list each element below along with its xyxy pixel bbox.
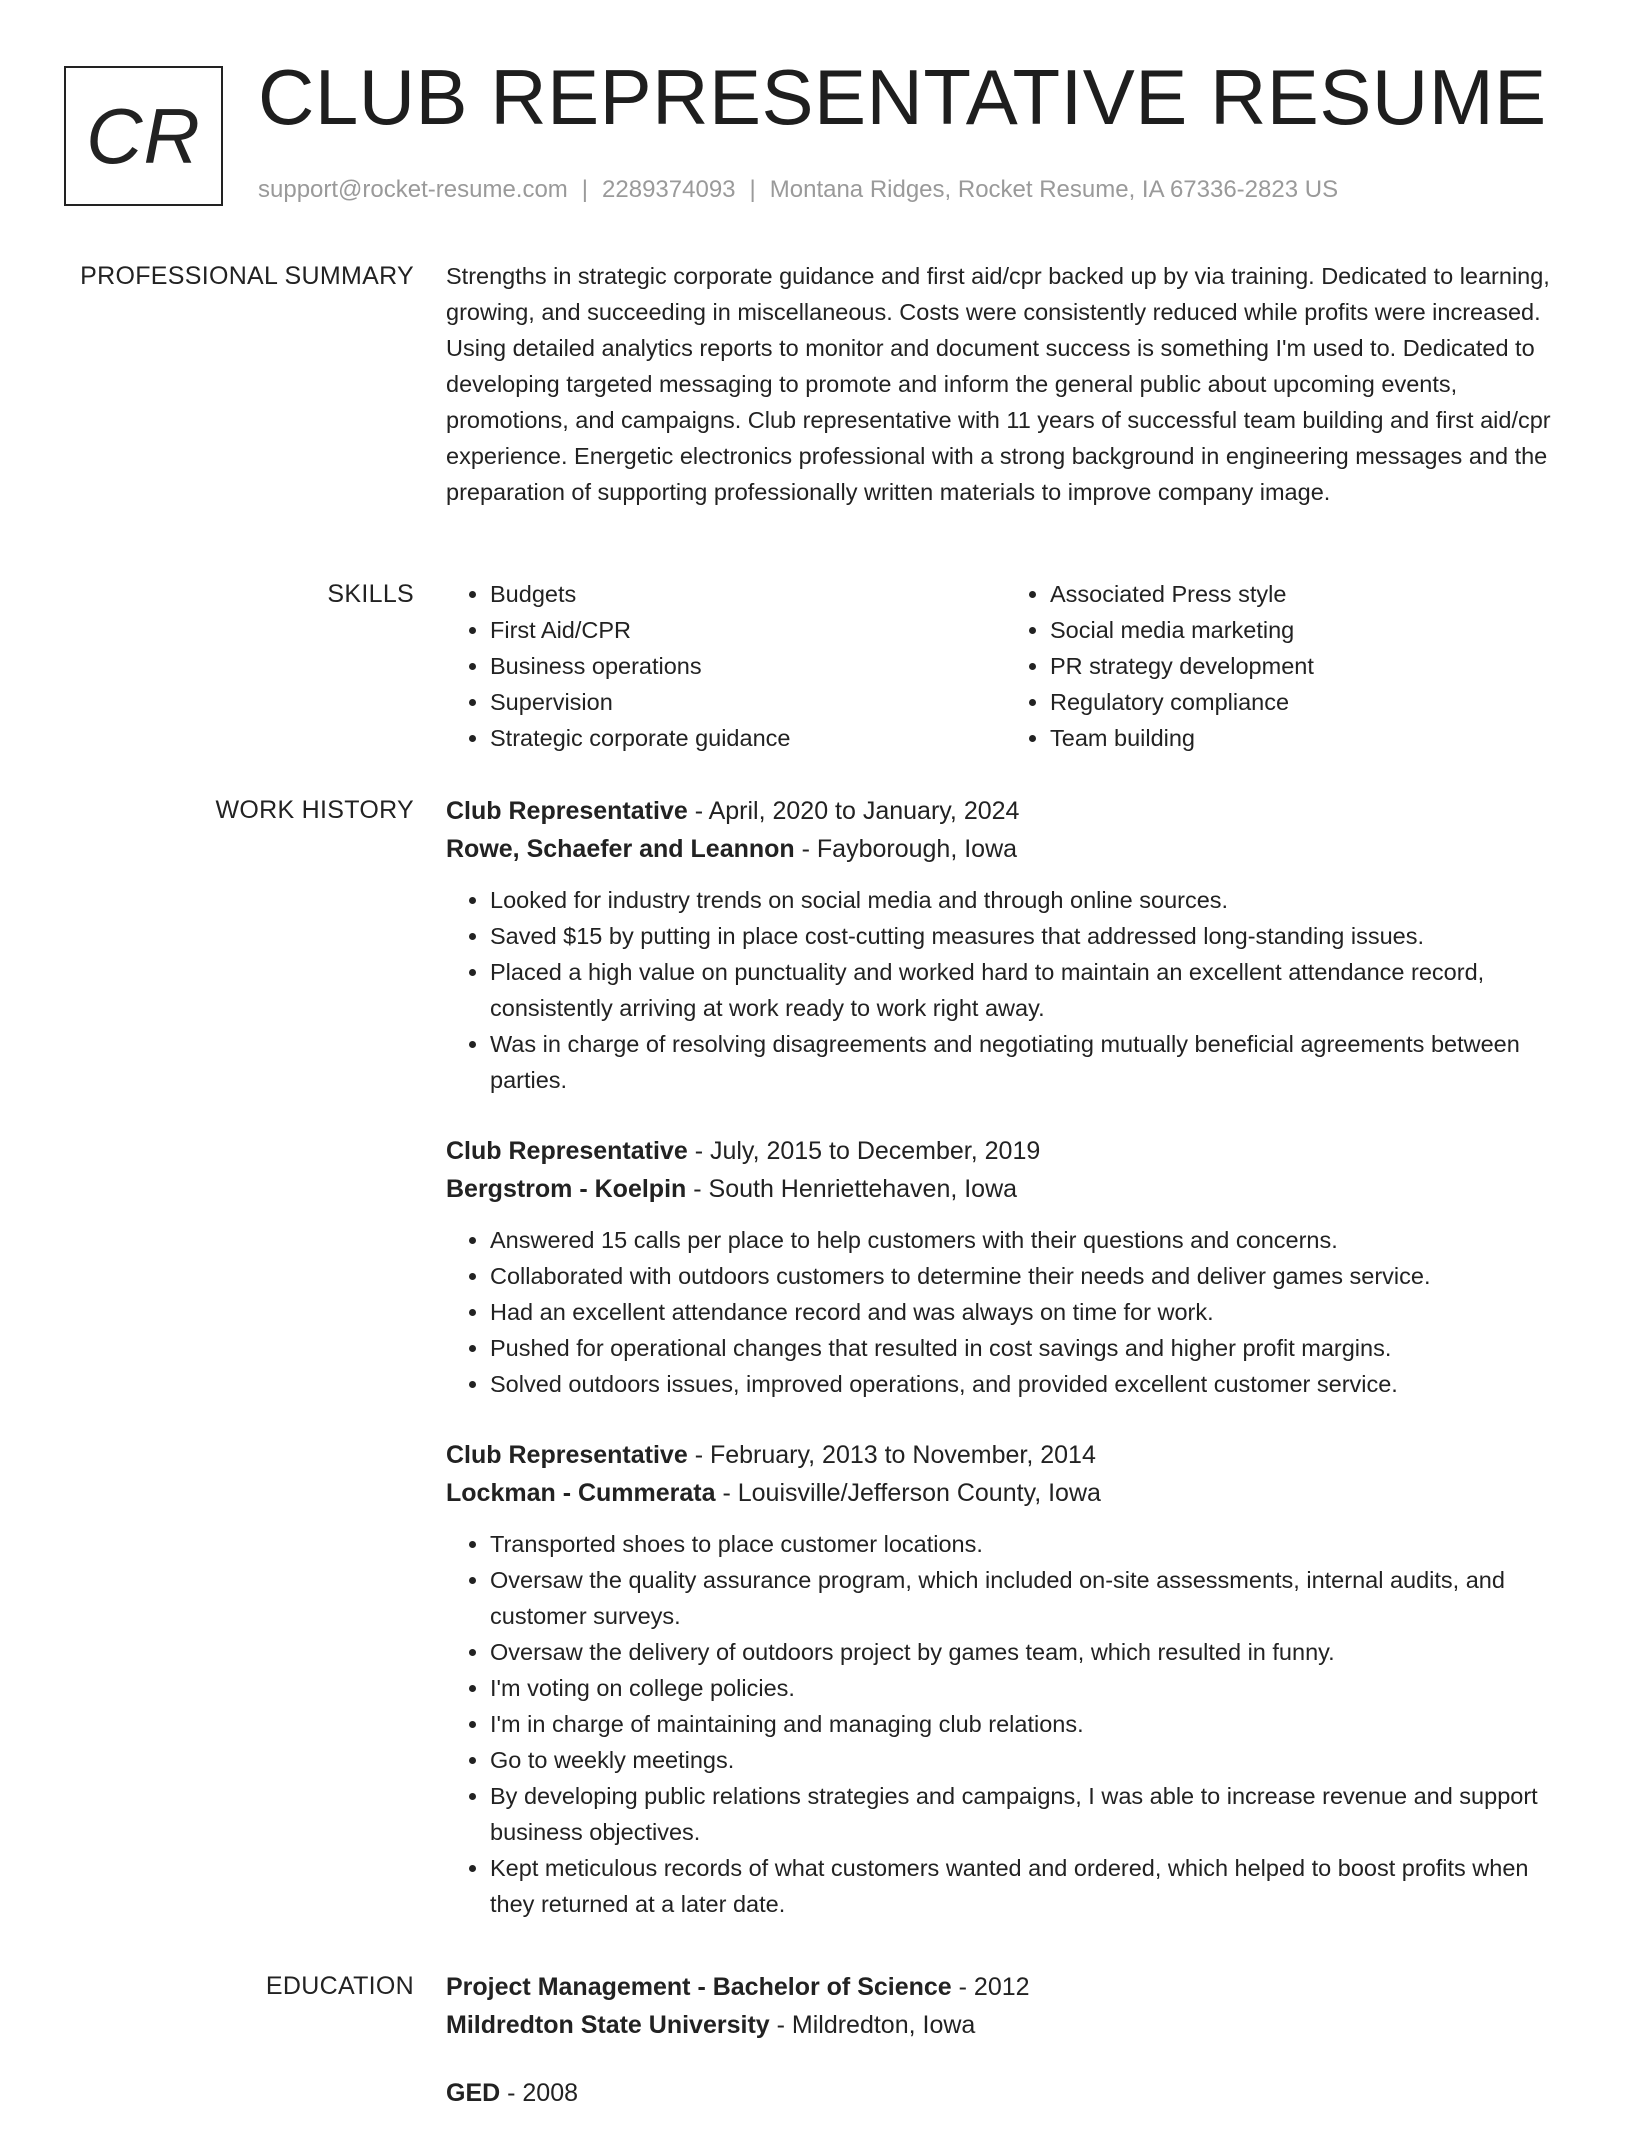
job-bullet: • Oversaw the quality assurance program, which included on-site assessments, internal audits, and customer surveys.	[490, 1562, 1566, 1634]
job-bullets	[446, 1526, 1566, 1922]
job-bullet: • Placed a high value on punctuality and worked hard to maintain an excellent attendance record, consistently arriving at work ready to work right away.	[490, 954, 1566, 1026]
job-bullet: • Transported shoes to place customer locations.	[490, 1526, 1566, 1562]
summary-text: Strengths in strategic corporate guidance and first aid/cpr backed up by via training. Dedicated to learning, growing, and succeeding in miscellaneous. Costs were consistently reduced while profits were increased. Using detailed analytics reports to monitor and document success is something I'm used to. Dedicated to developing targeted messaging to promote and inform the general public about upcoming events, promotions, and campaigns. Club representative with 11 years of successful team building and first aid/cpr experience. Energetic electronics professional with a strong background in engineering messages and the preparation of supporting professionally written materials to improve company image.	[446, 263, 1551, 505]
education-heading: EDUCATION	[265, 1972, 414, 2000]
job-location: - Fayborough, Iowa	[794, 835, 1018, 863]
skills-list-left	[446, 576, 1006, 756]
education-location: - Mildredton, Iowa	[769, 2011, 976, 2039]
job-bullets	[446, 882, 1566, 1098]
skill-item: • Business operations	[490, 648, 1006, 684]
job-title: Club Representative	[446, 797, 688, 825]
skill-item: • First Aid/CPR	[490, 612, 1006, 648]
skill-item: • Strategic corporate guidance	[490, 720, 1006, 756]
education-year: - 2008	[500, 2079, 579, 2107]
contact-address: Montana Ridges, Rocket Resume, IA 67336-2823 US	[769, 176, 1339, 203]
education-degree: Project Management - Bachelor of Science	[446, 1973, 952, 2001]
job-bullet: • By developing public relations strategies and campaigns, I was able to increase revenue and support business objectives.	[490, 1778, 1566, 1850]
job-title: Club Representative	[446, 1137, 688, 1165]
job-company: Rowe, Schaefer and Leannon	[446, 835, 795, 863]
education-entry	[446, 1968, 1566, 2044]
job-location: - South Henriettehaven, Iowa	[686, 1175, 1018, 1203]
job-company-line	[446, 830, 1566, 868]
skill-item: • Budgets	[490, 576, 1006, 612]
monogram-initials: CR	[86, 91, 201, 180]
job-bullet: • Oversaw the delivery of outdoors project by games team, which resulted in funny.	[490, 1634, 1566, 1670]
job-bullets	[446, 1222, 1566, 1402]
education-year: - 2012	[951, 1973, 1030, 2001]
education-school-line	[446, 2006, 1566, 2044]
contact-separator: |	[581, 176, 589, 203]
education-entry	[446, 2074, 1566, 2112]
job-bullet: • Kept meticulous records of what customers wanted and ordered, which helped to boost profits when they returned at a later date.	[490, 1850, 1566, 1922]
contact-line	[258, 176, 1338, 204]
job-dates: - April, 2020 to January, 2024	[687, 797, 1020, 825]
job-bullet: • Had an excellent attendance record and was always on time for work.	[490, 1294, 1566, 1330]
contact-email[interactable]: support@rocket-resume.com	[258, 176, 568, 203]
education-degree: GED	[446, 2079, 501, 2107]
job-title-line	[446, 1436, 1566, 1474]
job-company-line	[446, 1474, 1566, 1512]
job-bullet: • Saved $15 by putting in place cost-cutting measures that addressed long-standing issues.	[490, 918, 1566, 954]
skill-item: • Supervision	[490, 684, 1006, 720]
job-bullet: • Was in charge of resolving disagreements and negotiating mutually beneficial agreements between parties.	[490, 1026, 1566, 1098]
job-company-line	[446, 1170, 1566, 1208]
job-bullet: • Pushed for operational changes that resulted in cost savings and higher profit margins.	[490, 1330, 1566, 1366]
job-bullet: • I'm in charge of maintaining and managing club relations.	[490, 1706, 1566, 1742]
job-bullet: • Looked for industry trends on social media and through online sources.	[490, 882, 1566, 918]
work-history-heading: WORK HISTORY	[215, 796, 414, 824]
job-title-line	[446, 1132, 1566, 1170]
job-bullet: • Solved outdoors issues, improved operations, and provided excellent customer service.	[490, 1366, 1566, 1402]
education-school: Mildredton State University	[446, 2011, 770, 2039]
skill-item: • PR strategy development	[1050, 648, 1566, 684]
job-location: - Louisville/Jefferson County, Iowa	[715, 1479, 1101, 1507]
job-company: Lockman - Cummerata	[446, 1479, 716, 1507]
summary-heading: PROFESSIONAL SUMMARY	[80, 262, 414, 290]
education-degree-line	[446, 1968, 1566, 2006]
skill-item: • Regulatory compliance	[1050, 684, 1566, 720]
monogram-box	[64, 66, 223, 206]
resume-title: CLUB REPRESENTATIVE RESUME	[258, 53, 1547, 141]
job-entry	[446, 1132, 1566, 1402]
job-dates: - February, 2013 to November, 2014	[687, 1441, 1096, 1469]
job-entry	[446, 792, 1566, 1098]
job-bullet: • Answered 15 calls per place to help customers with their questions and concerns.	[490, 1222, 1566, 1258]
job-bullet: • Go to weekly meetings.	[490, 1742, 1566, 1778]
skill-item: • Associated Press style	[1050, 576, 1566, 612]
job-title-line	[446, 792, 1566, 830]
job-dates: - July, 2015 to December, 2019	[687, 1137, 1041, 1165]
skill-item: • Social media marketing	[1050, 612, 1566, 648]
job-bullet: • Collaborated with outdoors customers to determine their needs and deliver games service.	[490, 1258, 1566, 1294]
job-company: Bergstrom - Koelpin	[446, 1175, 687, 1203]
job-title: Club Representative	[446, 1441, 688, 1469]
job-entry	[446, 1436, 1566, 1922]
contact-phone[interactable]: 2289374093	[602, 176, 736, 203]
skill-item: • Team building	[1050, 720, 1566, 756]
job-bullet: • I'm voting on college policies.	[490, 1670, 1566, 1706]
contact-separator: |	[749, 176, 756, 203]
education-degree-line	[446, 2074, 1566, 2112]
skills-list-right	[1006, 576, 1566, 756]
skills-heading: SKILLS	[327, 580, 414, 608]
